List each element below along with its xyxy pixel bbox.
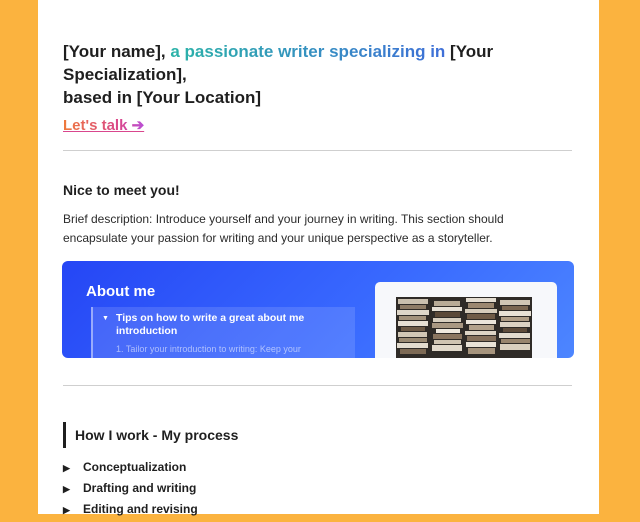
intro-description: Brief description: Introduce yourself and your journey in writing. This section should encapsulate your passion for writing and your unique perspective as a storyteller. bbox=[63, 212, 504, 245]
page-content bbox=[38, 0, 599, 514]
headline-tagline: a passionate writer specializing in bbox=[170, 42, 446, 61]
divider bbox=[63, 150, 572, 151]
intro-heading: Nice to meet you! bbox=[63, 182, 180, 198]
headline-location: based in [Your Location] bbox=[63, 88, 262, 107]
books-photo bbox=[396, 297, 532, 358]
about-me-banner bbox=[62, 261, 574, 358]
tips-title: Tips on how to write a great about me introduction bbox=[116, 312, 305, 337]
toggle-triangle-icon: ▶ bbox=[63, 463, 70, 473]
process-item-label: Editing and revising bbox=[83, 502, 198, 516]
tips-item: 1. Tailor your introduction to writing: Keep your bbox=[116, 344, 301, 354]
toggle-triangle-icon: ▶ bbox=[63, 484, 70, 494]
process-heading: How I work - My process bbox=[63, 422, 238, 448]
tips-toggle[interactable] bbox=[91, 307, 355, 358]
divider bbox=[63, 385, 572, 386]
toggle-triangle-icon: ▶ bbox=[63, 505, 70, 515]
headline-specialization: [Your Specialization], bbox=[63, 42, 494, 84]
headline-name: [Your name], bbox=[63, 42, 166, 61]
about-me-title: About me bbox=[86, 283, 156, 300]
photo-card bbox=[375, 282, 557, 358]
lets-talk-link[interactable]: Let's talk ➔ bbox=[63, 117, 145, 134]
process-item-label: Conceptualization bbox=[83, 460, 187, 474]
process-item-label: Drafting and writing bbox=[83, 481, 197, 495]
toggle-triangle-icon: ▼ bbox=[102, 315, 109, 322]
headline bbox=[63, 40, 583, 109]
